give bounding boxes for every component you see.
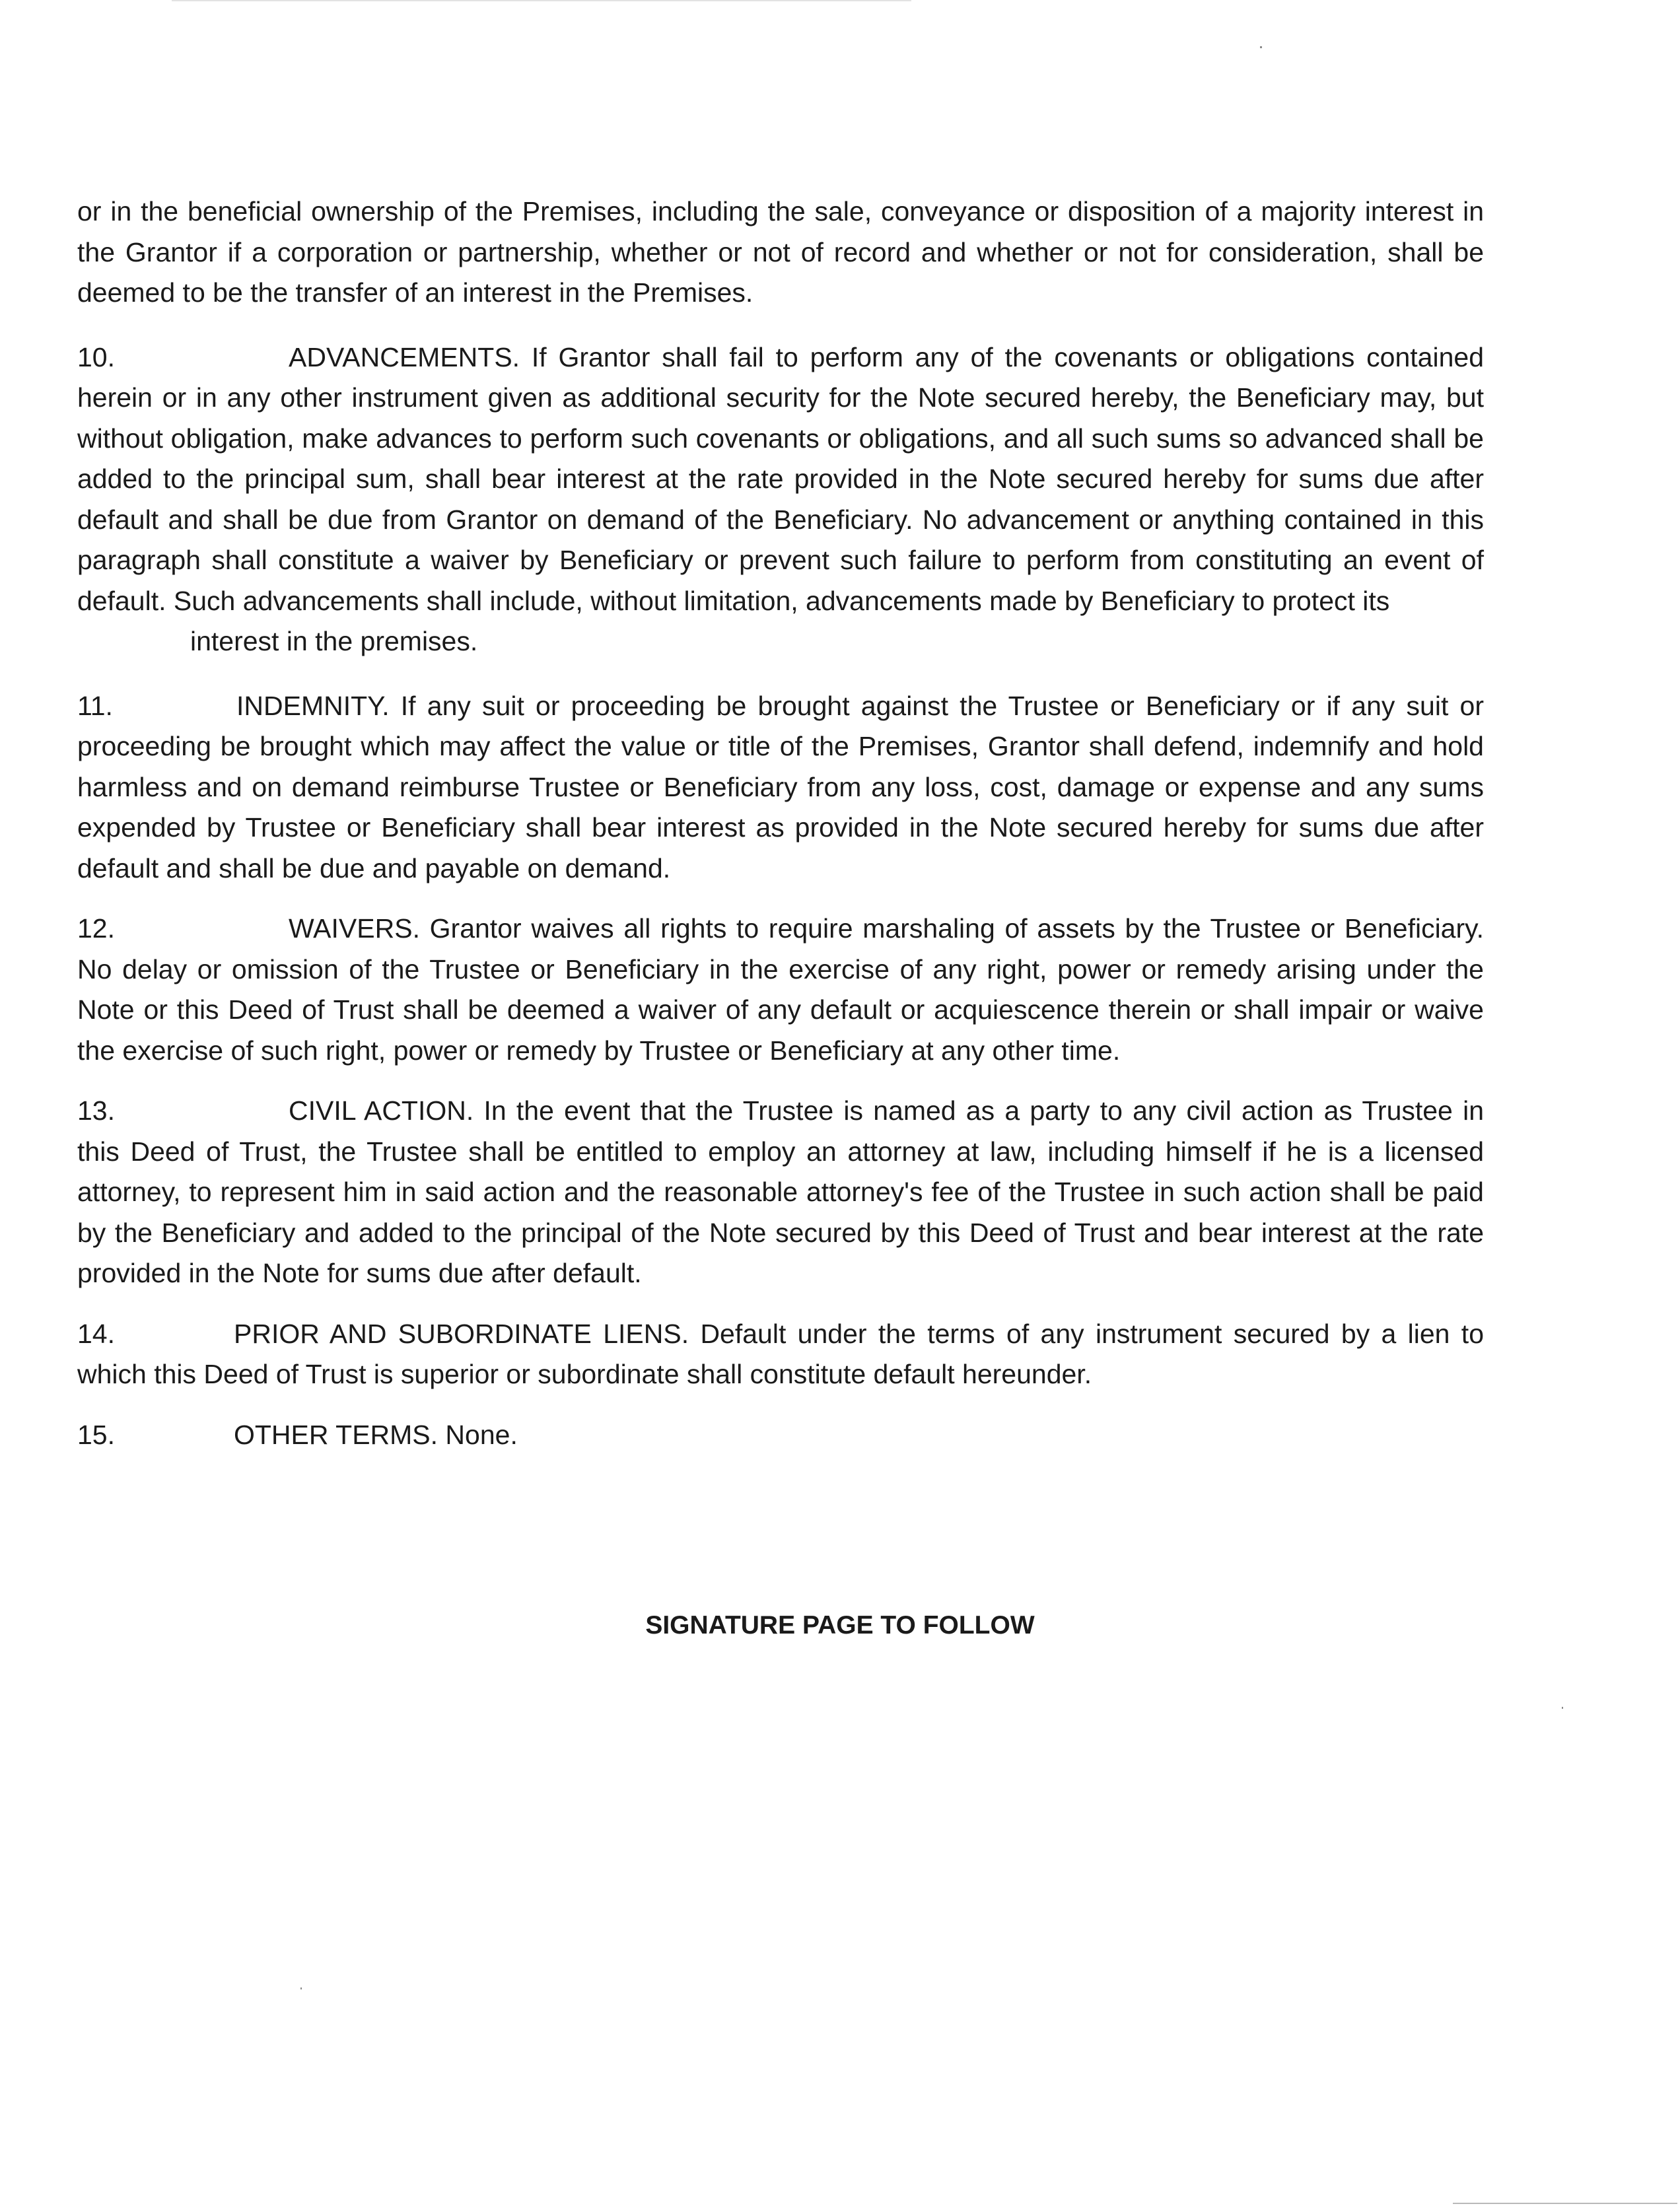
- section-10-advancements: [77, 337, 1484, 662]
- continuation-paragraph: or in the beneficial ownership of the Premises, including the sale, conveyance or disposition of a majority interest in the Grantor if a corporation or partnership, whether or not of record and whether or not for consideration, shall be deemed to be the transfer of an interest in the Premises.: [77, 196, 1484, 308]
- scan-edge-line: [1453, 2203, 1677, 2204]
- section-14-liens: [77, 1314, 1484, 1395]
- section-text: ADVANCEMENTS. If Grantor shall fail to perform any of the covenants or obligations contained herein or in any other instrument given as additional security for the Note secured hereby, the Beneficiary may, but without obligation, make advances to perform such covenants or obligations, and all such sums so advanced shall be added to the principal sum, shall bear interest at the rate provided in the Note secured hereby for sums due after default and shall be due from Grantor on demand of the Beneficiary. No advancement or anything contained in this paragraph shall constitute a waiver by Beneficiary or prevent such failure to perform from constituting an event of default. Such advancements shall include, without limitation, advancements made by Beneficiary to protect its: [77, 341, 1484, 616]
- section-text: OTHER TERMS. None.: [234, 1419, 518, 1450]
- scan-edge-line: [172, 0, 911, 1]
- section-15-other-terms: [77, 1415, 1484, 1456]
- scan-speck: [1260, 46, 1262, 48]
- signature-page-heading: SIGNATURE PAGE TO FOLLOW: [645, 1611, 1035, 1639]
- section-number: 13.: [77, 1095, 115, 1126]
- section-text: INDEMNITY. If any suit or proceeding be brought against the Trustee or Beneficiary or if any suit or proceeding be brought which may affect the value or title of the Premises, Grantor shall defend, indemnify and hold harmless and on demand reimburse Trustee or Beneficiary from any loss, cost, damage or expense and any sums expended by Trustee or Beneficiary shall bear interest as provided in the Note secured hereby for sums due after default and shall be due and payable on demand.: [77, 690, 1484, 883]
- section-11-indemnity: [77, 686, 1484, 889]
- section-number: 14.: [77, 1318, 115, 1349]
- scan-speck: [1562, 1707, 1563, 1709]
- section-number: 11.: [77, 690, 113, 721]
- section-trailing-line: interest in the premises.: [190, 626, 478, 656]
- section-text: WAIVERS. Grantor waives all rights to require marshaling of assets by the Trustee or Beneficiary. No delay or omission of the Trustee or Beneficiary in the exercise of any right, power or remedy arising under the Note or this Deed of Trust shall be deemed a waiver of any default or acquiescence therein or shall impair or waive the exercise of such right, power or remedy by Trustee or Beneficiary at any other time.: [77, 913, 1484, 1066]
- section-13-civil-action: [77, 1091, 1484, 1294]
- section-text: CIVIL ACTION. In the event that the Trustee is named as a party to any civil action as Trustee in this Deed of Trust, the Trustee shall be entitled to employ an attorney at law, including himself if he is a licensed attorney, to represent him in said action and the reasonable attorney's fee of the Trustee in such action shall be paid by the Beneficiary and added to the principal of the Note secured by this Deed of Trust and bear interest at the rate provided in the Note for sums due after default.: [77, 1095, 1484, 1288]
- section-12-waivers: [77, 909, 1484, 1071]
- section-number: 10.: [77, 341, 115, 372]
- section-number: 15.: [77, 1419, 115, 1450]
- section-text: PRIOR AND SUBORDINATE LIENS. Default under the terms of any instrument secured by a lien to which this Deed of Trust is superior or subordinate shall constitute default hereunder.: [77, 1318, 1484, 1389]
- section-number: 12.: [77, 913, 115, 944]
- scan-speck: [300, 1987, 302, 1989]
- document-body: [77, 191, 1484, 1455]
